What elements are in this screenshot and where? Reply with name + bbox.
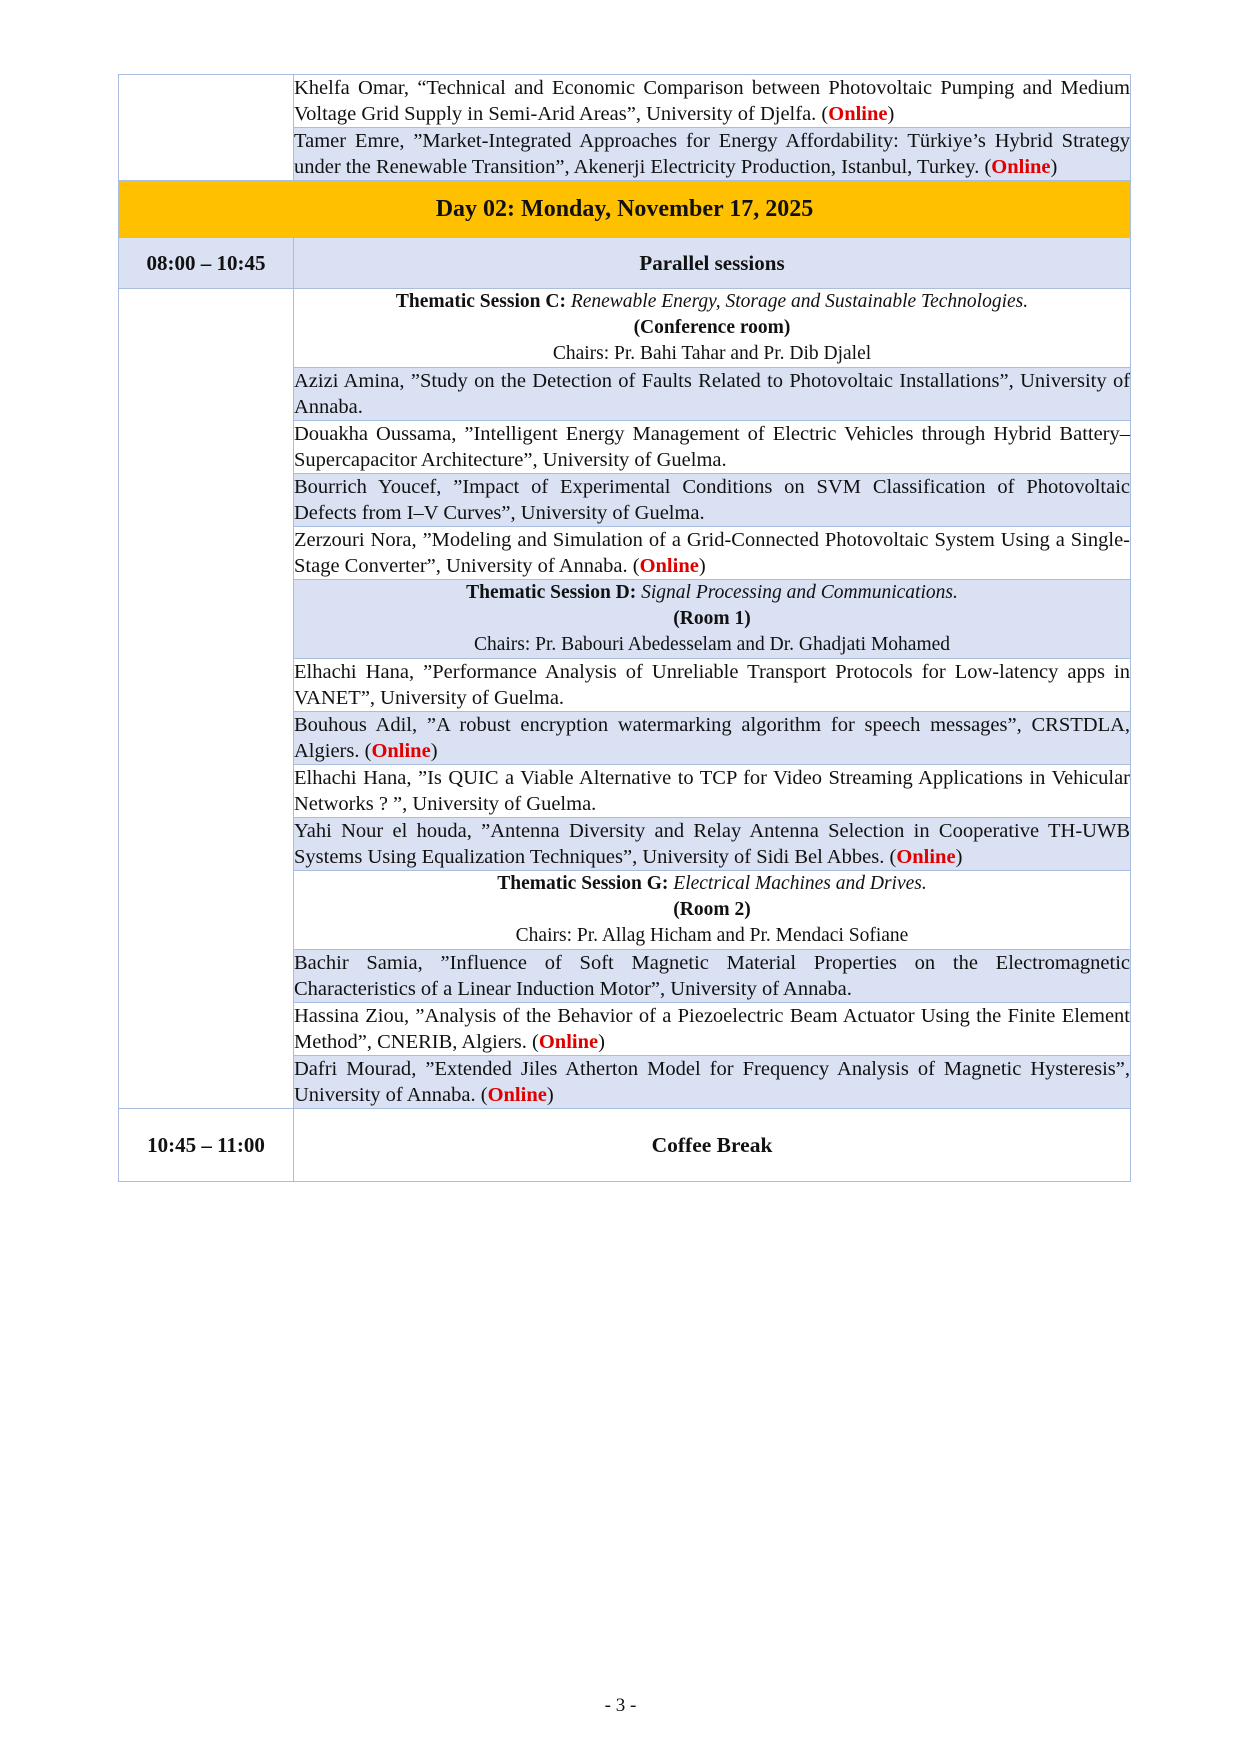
- paper-title: ”Performance Analysis of Unreliable Transport Protocols for Low-latency apps in VANET”: [294, 661, 1131, 709]
- parallel-label: Parallel sessions: [294, 238, 1131, 289]
- session-title-line: [294, 289, 1130, 315]
- time-cell: 10:45 – 11:00: [119, 1109, 294, 1182]
- coffee-label: Coffee Break: [294, 1109, 1131, 1182]
- paper-author: Khelfa Omar: [294, 77, 404, 99]
- paper-affiliation: University of Guelma.: [520, 502, 705, 524]
- session-chairs: Chairs: Pr. Allag Hicham and Pr. Mendaci Sofiane: [515, 925, 909, 946]
- paper-affiliation: University of Djelfa.: [646, 103, 817, 125]
- paper-entry: Elhachi Hana, ”Is QUIC a Viable Alternative to TCP for Video Streaming Applications in Vehicular Networks ? ”, University of Guelma.: [294, 765, 1131, 818]
- session-label: Thematic Session G:: [497, 873, 669, 894]
- paper-author: Hassina Ziou: [294, 1005, 404, 1027]
- paper-title: ”Influence of Soft Magnetic Material Properties on the Electromagnetic Characteristics of a Linear Induction Motor”: [294, 952, 1130, 1000]
- paper-title: ”Modeling and Simulation of a Grid-Connected Photovoltaic System Using a Single-Stage Converter”: [294, 529, 1130, 577]
- online-tag: Online: [538, 1031, 599, 1053]
- paper-author: Elhachi Hana: [294, 767, 407, 789]
- paper-author: Yahi Nour el houda: [294, 820, 467, 842]
- paper-affiliation: CRSTDLA, Algiers.: [294, 714, 1131, 762]
- session-room: (Room 1): [673, 608, 751, 629]
- paper-title: ”Intelligent Energy Management of Electric Vehicles through Hybrid Battery–Supercapacitor Architecture”: [294, 423, 1131, 471]
- paper-title: ”Impact of Experimental Conditions on SVM Classification of Photovoltaic Defects from I–V Curves”: [294, 476, 1130, 524]
- paper-title: “Technical and Economic Comparison between Photovoltaic Pumping and Medium Voltage Grid Supply in Semi-Arid Areas”: [294, 77, 1130, 125]
- paper-affiliation: University of Guelma.: [380, 687, 565, 709]
- paper-entry: Yahi Nour el houda, ”Antenna Diversity and Relay Antenna Selection in Cooperative TH-UWB Systems Using Equalization Techniques”, University of Sidi Bel Abbes. (Online): [294, 818, 1131, 871]
- paper-title: ”Study on the Detection of Faults Related to Photovoltaic Installations”: [410, 370, 1009, 392]
- time-cell-empty: [119, 75, 294, 181]
- session-header-row: [119, 289, 1131, 368]
- paper-affiliation: Akenerji Electricity Production, Istanbul, Turkey.: [573, 156, 980, 178]
- session-room: (Conference room): [633, 317, 791, 338]
- time-cell: 08:00 – 10:45: [119, 238, 294, 289]
- paper-author: Bachir Samia: [294, 952, 418, 974]
- session-header: [294, 871, 1131, 950]
- session-chairs: Chairs: Pr. Bahi Tahar and Pr. Dib Djalel: [552, 343, 872, 364]
- paper-author: Zerzouri Nora: [294, 529, 412, 551]
- paper-title: ”Antenna Diversity and Relay Antenna Selection in Cooperative TH-UWB Systems Using Equalization Techniques”: [294, 820, 1131, 868]
- paper-title: ”A robust encryption watermarking algorithm for speech messages”: [426, 714, 1017, 736]
- paper-author: Douakha Oussama: [294, 423, 452, 445]
- session-room: (Room 2): [673, 899, 751, 920]
- session-name: Electrical Machines and Drives.: [673, 873, 927, 894]
- program-body: [119, 75, 1131, 1182]
- table-row: [119, 75, 1131, 128]
- day-header: Day 02: Monday, November 17, 2025: [119, 181, 1131, 238]
- paper-entry: Bachir Samia, ”Influence of Soft Magnetic Material Properties on the Electromagnetic Characteristics of a Linear Induction Motor”, University of Annaba.: [294, 950, 1131, 1003]
- paper-affiliation: University of Annaba.: [294, 1084, 476, 1106]
- paper-entry: Azizi Amina, ”Study on the Detection of Faults Related to Photovoltaic Installations”, University of Annaba.: [294, 368, 1131, 421]
- paper-affiliation: University of Sidi Bel Abbes.: [642, 846, 885, 868]
- online-tag: Online: [896, 846, 956, 868]
- session-title-line: [294, 871, 1130, 897]
- parallel-row: [119, 238, 1131, 289]
- page-number: - 3 -: [604, 1695, 637, 1716]
- online-tag: Online: [991, 156, 1051, 178]
- session-header: [294, 580, 1131, 659]
- paper-author: Bouhous Adil: [294, 714, 412, 736]
- online-tag: Online: [487, 1084, 547, 1106]
- session-label: Thematic Session D:: [466, 582, 637, 603]
- paper-author: Azizi Amina: [294, 370, 400, 392]
- session-header: [294, 289, 1131, 368]
- paper-author: Dafri Mourad: [294, 1058, 412, 1080]
- paper-entry: Bouhous Adil, ”A robust encryption watermarking algorithm for speech messages”, CRSTDLA, Algiers. (Online): [294, 712, 1131, 765]
- online-tag: Online: [371, 740, 431, 762]
- paper-affiliation: University of Annaba.: [446, 555, 628, 577]
- session-label: Thematic Session C:: [395, 291, 566, 312]
- paper-author: Elhachi Hana: [294, 661, 409, 683]
- paper-title: ”Is QUIC a Viable Alternative to TCP for Video Streaming Applications in Vehicular Networks ? ”: [294, 767, 1130, 815]
- paper-affiliation: CNERIB, Algiers.: [377, 1031, 527, 1053]
- coffee-row: [119, 1109, 1131, 1182]
- session-name: Signal Processing and Communications.: [641, 582, 958, 603]
- paper-entry: Elhachi Hana, ”Performance Analysis of Unreliable Transport Protocols for Low-latency apps in VANET”, University of Guelma.: [294, 659, 1131, 712]
- time-cell-empty: [119, 289, 294, 1109]
- session-name: Renewable Energy, Storage and Sustainable Technologies.: [570, 291, 1029, 312]
- program-table: [118, 74, 1131, 1182]
- session-title-line: [294, 580, 1130, 606]
- paper-entry: Dafri Mourad, ”Extended Jiles Atherton Model for Frequency Analysis of Magnetic Hysteresis”, University of Annaba. (Online): [294, 1056, 1131, 1109]
- paper-entry: Douakha Oussama, ”Intelligent Energy Management of Electric Vehicles through Hybrid Battery–Supercapacitor Architecture”, University of Guelma.: [294, 421, 1131, 474]
- paper-affiliation: University of Guelma.: [542, 449, 727, 471]
- paper-entry: Hassina Ziou, ”Analysis of the Behavior of a Piezoelectric Beam Actuator Using the Finite Element Method”, CNERIB, Algiers. (Online): [294, 1003, 1131, 1056]
- paper-entry: Zerzouri Nora, ”Modeling and Simulation of a Grid-Connected Photovoltaic System Using a Single-Stage Converter”, University of Annaba. (Online): [294, 527, 1131, 580]
- paper-affiliation: University of Annaba.: [670, 978, 852, 1000]
- paper-entry: Tamer Emre, ”Market-Integrated Approaches for Energy Affordability: Türkiye’s Hybrid Strategy under the Renewable Transition”, Akenerji Electricity Production, Istanbul, Turkey. (Online): [294, 128, 1131, 181]
- paper-author: Tamer Emre: [294, 130, 400, 152]
- paper-entry: Khelfa Omar, “Technical and Economic Comparison between Photovoltaic Pumping and Medium Voltage Grid Supply in Semi-Arid Areas”, University of Djelfa. (Online): [294, 75, 1131, 128]
- online-tag: Online: [639, 555, 699, 577]
- paper-affiliation: University of Guelma.: [412, 793, 597, 815]
- session-chairs: Chairs: Pr. Babouri Abedesselam and Dr. Ghadjati Mohamed: [473, 634, 951, 655]
- paper-title: ”Market-Integrated Approaches for Energy Affordability: Türkiye’s Hybrid Strategy under the Renewable Transition”: [294, 130, 1130, 178]
- paper-title: ”Extended Jiles Atherton Model for Frequency Analysis of Magnetic Hysteresis”: [425, 1058, 1125, 1080]
- paper-author: Bourrich Youcef: [294, 476, 437, 498]
- day-header-row: [119, 181, 1131, 238]
- paper-affiliation: University of Annaba.: [294, 370, 1131, 418]
- paper-title: ”Analysis of the Behavior of a Piezoelectric Beam Actuator Using the Finite Element Method”: [294, 1005, 1131, 1053]
- online-tag: Online: [828, 103, 888, 125]
- paper-entry: Bourrich Youcef, ”Impact of Experimental Conditions on SVM Classification of Photovoltaic Defects from I–V Curves”, University of Guelma.: [294, 474, 1131, 527]
